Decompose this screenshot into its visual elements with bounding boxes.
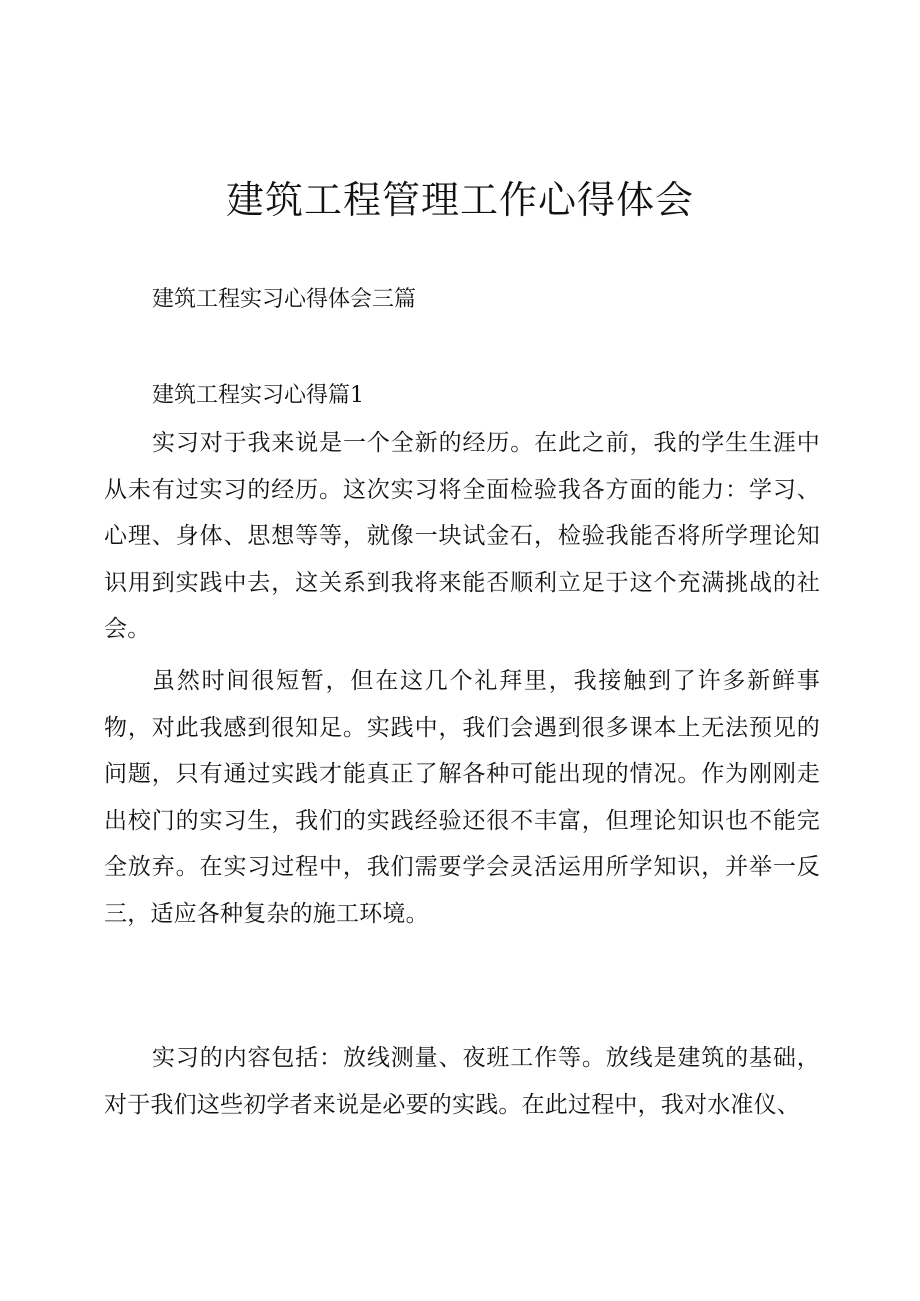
paragraph-3: 实习的内容包括：放线测量、夜班工作等。放线是建筑的基础，对于我们这些初学者来说是必要的实践。在此过程中，我对水准仪、 bbox=[104, 1045, 820, 1118]
paragraph-2: 虽然时间很短暂，但在这几个礼拜里，我接触到了许多新鲜事物，对此我感到很知足。实践中，我们会遇到很多课本上无法预见的问题，只有通过实践才能真正了解各种可能出现的情况。作为刚刚走出校门的实习生，我们的实践经验还很不丰富，但理论知识也不能完全放弃。在实习过程中，我们需要学会灵活运用所学知识，并举一反三，适应各种复杂的施工环境。 bbox=[104, 668, 820, 927]
document-subtitle: 建筑工程实习心得体会三篇 bbox=[152, 287, 417, 312]
document-title: 建筑工程管理工作心得体会 bbox=[225, 178, 694, 222]
section-heading: 建筑工程实习心得篇1 bbox=[152, 383, 364, 408]
paragraph-1: 实习对于我来说是一个全新的经历。在此之前，我的学生生涯中从未有过实习的经历。这次实习将全面检验我各方面的能力：学习、心理、身体、思想等等，就像一块试金石，检验我能否将所学理论知识用到实践中去，这关系到我将来能否顺利立足于这个充满挑战的社会。 bbox=[104, 430, 820, 642]
